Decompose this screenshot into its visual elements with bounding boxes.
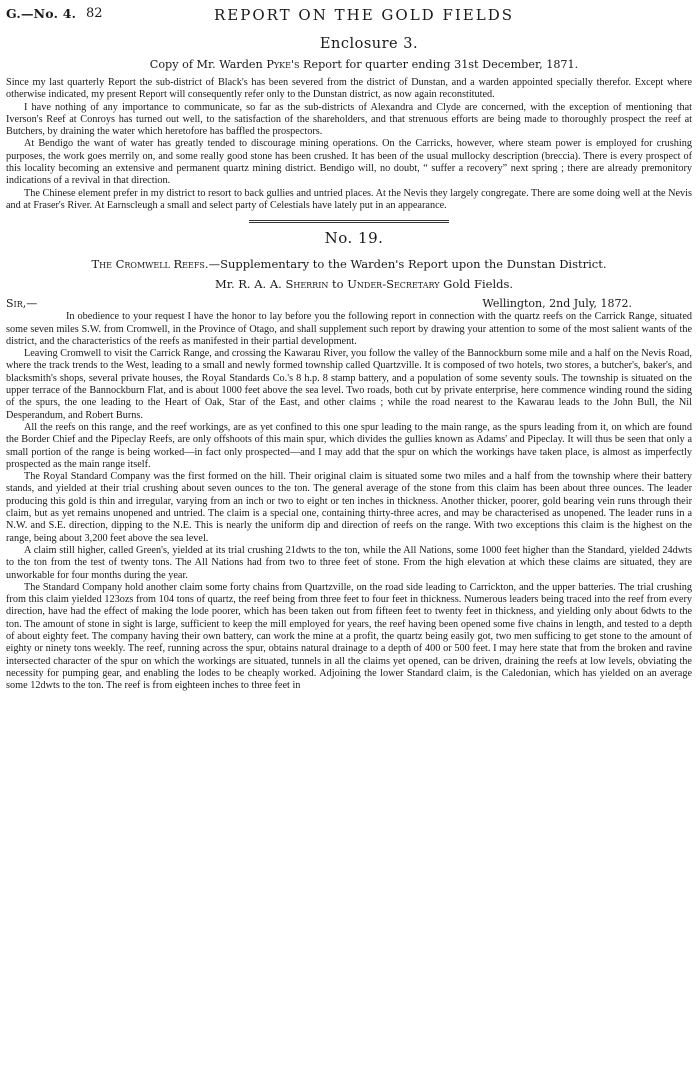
paragraph: I have nothing of any importance to communicate, so far as the sub-districts of Alexandra and Clyde are concerned, with the exception of mentioning that Iverson's Reef at Conroys has turned out well, to the satisfaction of the shareholders, and that strenuous efforts are being made to thoroughly prospect the reef at Butchers, by draining the water which heretofore has baffled the prospectors. (6, 101, 692, 138)
page-title: REPORT ON THE GOLD FIELDS (213, 6, 514, 24)
enclosure-body (6, 77, 692, 212)
letter-date: Wellington, 2nd July, 1872. (482, 297, 632, 311)
section-divider (249, 220, 449, 223)
paragraph: At Bendigo the want of water has greatly tended to discourage mining operations. On the Carricks, however, where steam power is employed for crushing purposes, the work goes merrily on, and some really good stone has been crushed. It has been of the usual mullocky description (breccia). There is every prospect of this locality becoming an extensive and permanent quartz mining district. Bendigo will, no doubt, “ suffer a recovery” next spring ; there are already premonitory indications of a revival in that direction. (6, 138, 692, 187)
from-to-line (6, 277, 692, 291)
salutation: Sir,— (6, 297, 38, 311)
paragraph: All the reefs on this range, and the reef workings, are as yet confined to this one spur leading to the main range, as the spurs leading from it, on which are found the Border Chief and the Pipeclay Reefs, are only offshoots of this main spur, which divides the gullies known as Adams' and Pipeclay. It will thus be seen that only a small portion of the range is being worked—in fact only prospected—and I may add that the spur on which the workings have taken place, is almost as imperfectly prospected as the main range itself. (6, 421, 692, 470)
paragraph: The Chinese element prefer in my district to resort to back gullies and untried places. At the Nevis they largely congregate. There are some doing well at the Nevis and at Fraser's River. At Earnscleugh a small and select party of Celestials have lately put in an appearance. (6, 187, 692, 211)
running-header (6, 6, 692, 28)
document-code: G.—No. 4. (6, 6, 77, 21)
copy-line (6, 58, 692, 71)
letter-body (6, 311, 692, 692)
paragraph: The Standard Company hold another claim some forty chains from Quartzville, on the road side leading to Carrickton, and the upper batteries. The trial crushing from this claim yielded 123ozs from 104 tons of quartz, the reef being from three feet to four feet in thickness. Numerous leaders being traced into the reef from every direction, have had the effect of making the lode poorer, which has been taken out from fifteen feet to twenty feet in thickness, and yielding only about 6dwts to the ton. The amount of stone in sight is large, sufficient to keep the mill employed for years, the reef having been opened some five chains in length, and tested to a depth of about eighty feet. The company having their own battery, can work the mine at a profit, the quartz being easily got, two men sufficing to get stone to the amount of eighty or ninety tons weekly. The reef, running across the spur, obtains natural drainage to a depth of 400 or 500 feet. I may here state that from the broken and ravine intersected character of the spur on which the workings are situated, tunnels in all the claims yet opened, can be driven, draining the reefs at low levels, obviating the necessity for pumping gear, and enabling the lodes to be cheaply worked. Adjoining the lower Standard claim, is the Caledonian, which has yielded on an average some 12dwts to the ton. The reef is from eighteen inches to three feet in (6, 581, 692, 692)
salutation-row (6, 297, 692, 311)
section-number: No. 19. (324, 229, 384, 248)
from-post: Gold Fields. (439, 277, 514, 292)
copy-line-post: Report for quarter ending 31st December, 1871. (299, 58, 579, 71)
subtitle-rest: —Supplementary to the Warden's Report upon the Dunstan District. (208, 257, 607, 272)
enclosure-heading: Enclosure 3. (319, 36, 419, 52)
paragraph: The Royal Standard Company was the first formed on the hill. Their original claim is situated some two miles and a half from the township where their battery stands, and yielded at their trial crushing about seven ounces to the ton. The general average of the stone from this claim has been about three ounces. The leader producing this gold is thin and irregular, varying from an inch or two to eight or ten inches in thickness. Another thicker, poorer, gold bearing vein runs through their claim, but as yet remains unopened and untried. The claim is a special one, containing thirty-three acres, and may be characterised as unopened. The leader runs in a N.W. and S.E. direction, dipping to the N.E. This is nearly the uniform dip and direction of reefs on the range. With two exceptions this claim is the highest on the range, being about 3,200 feet above the sea level. (6, 471, 692, 544)
paragraph: A claim still higher, called Green's, yielded at its trial crushing 21dwts to the ton, while the All Nations, some 1000 feet higher than the Standard, yielded 24dwts to the ton from the test of twenty tons. The All Nations had from two to three feet of stone. From the high elevation at which these claims are situated, they are unworkable for four months during the year. (6, 544, 692, 581)
author-name: Sherrin (285, 277, 329, 292)
page-number: 82 (86, 6, 103, 21)
from-pre: Mr. R. A. A. (214, 277, 286, 292)
subtitle-lead: The Cromwell Reefs. (91, 257, 209, 272)
section-subtitle (6, 257, 692, 271)
paragraph: Since my last quarterly Report the sub-district of Black's has been severed from the district of Dunstan, and a warden appointed specially therefor. Except where otherwise indicated, my present Report will consequently refer only to the Dunstan district, as now again reconstituted. (6, 77, 692, 101)
paragraph: Leaving Cromwell to visit the Carrick Range, and crossing the Kawarau River, you follow the valley of the Bannockburn some mile and a half on the Nevis Road, where the track trends to the West, leading to a small and newly formed township called Quartzville. It is composed of two hotels, two stores, a butcher's, baker's, and blacksmith's shops, several private houses, the Royal Standards Co.'s 8 h.p. 8 stamp battery, and a population of some seventy souls. The township is situated on the upper terrace of the Bannockburn Flat, and is about 1000 feet above the sea level. Two roads, both cut by private enterprise, here commence winding round the siding of the spurs, the one leading to the Heart of Oak, Star of the East, and other claims ; while the road nearest to the Kawarau leads to the John Bull, the Nil Desperandum, and Robert Burns. (6, 348, 692, 421)
recipient-title: Under-Secretary (347, 277, 440, 292)
from-mid: to (328, 277, 348, 292)
warden-name: Pyke's (266, 58, 300, 71)
copy-line-pre: Copy of Mr. Warden (149, 58, 267, 71)
paragraph: In obedience to your request I have the honor to lay before you the following report in connection with the quartz reefs on the Carrick Range, situated some seven miles S.W. from Cromwell, in the Province of Otago, and shall supplement such report by drawing your attention to some of the most salient wants of the district, and the characteristics of the reefs as manifested in their partial development. (6, 311, 692, 347)
